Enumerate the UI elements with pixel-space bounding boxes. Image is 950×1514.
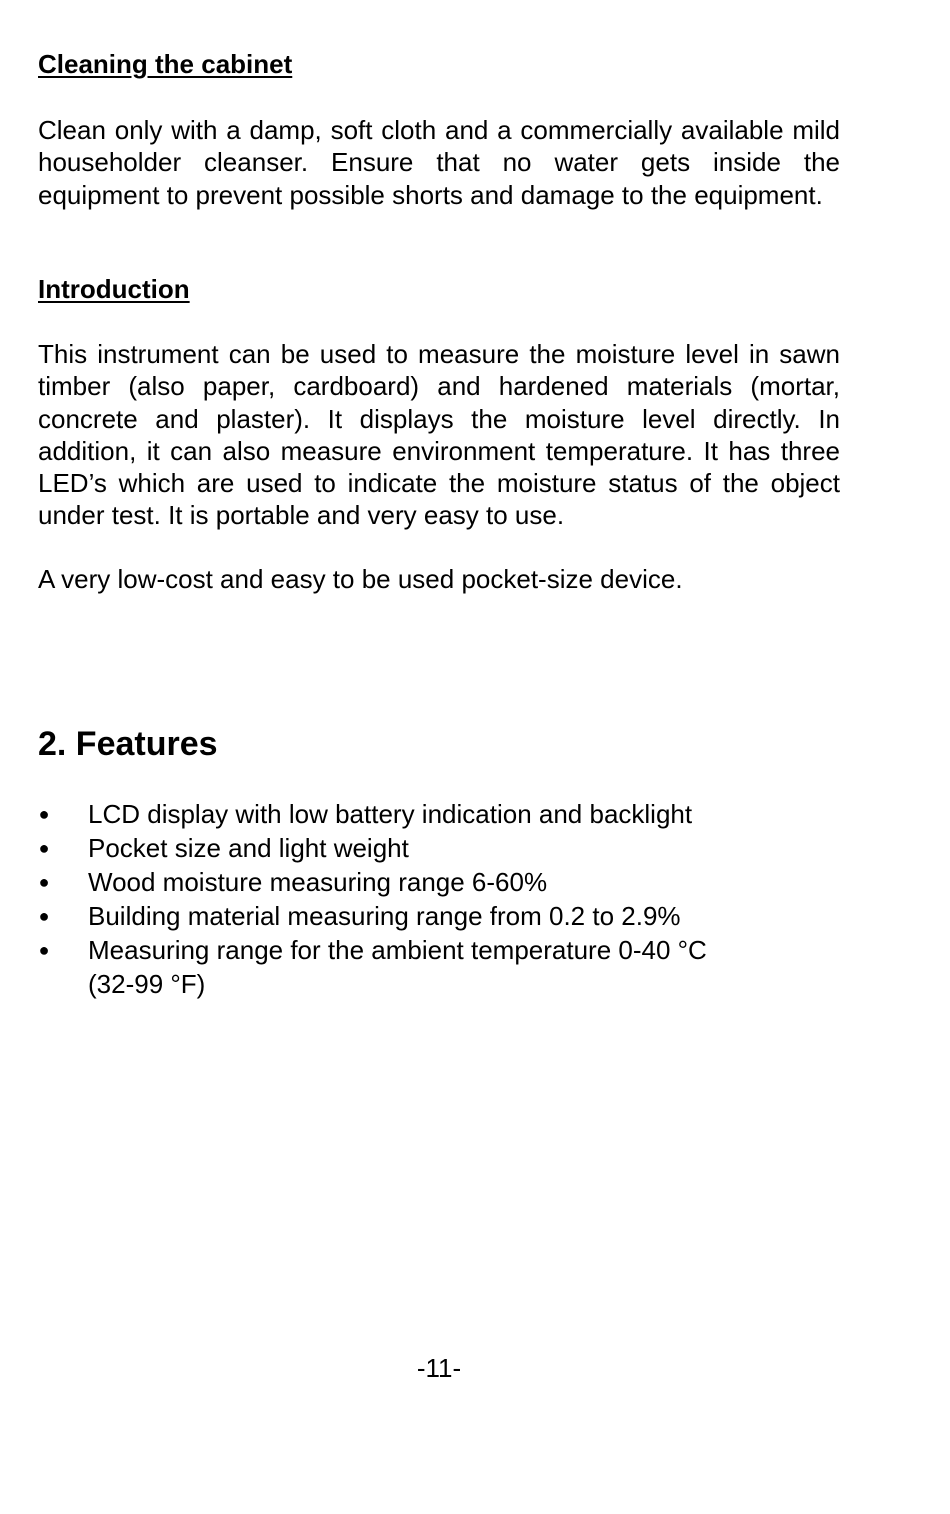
bullet-icon: ● [38, 838, 50, 858]
feature-text: Measuring range for the ambient temperature 0-40 °C (32-99 °F) [88, 935, 707, 999]
page-number: -11- [416, 1353, 462, 1383]
feature-text: Pocket size and light weight [88, 833, 409, 863]
feature-item [38, 865, 840, 899]
feature-item [38, 899, 840, 933]
cleaning-paragraph: Clean only with a damp, soft cloth and a commercially available mild householder cleanser. Ensure that no water gets inside the equipment to prevent possible shorts and damage to the equipment. [38, 115, 840, 210]
feature-item [38, 797, 840, 831]
bullet-icon: ● [38, 872, 50, 892]
features-list [38, 797, 840, 1001]
feature-text: Wood moisture measuring range 6-60% [88, 867, 548, 897]
feature-text: LCD display with low battery indication and backlight [88, 799, 693, 829]
introduction-heading: Introduction [38, 274, 190, 304]
introduction-summary-line: A very low-cost and easy to be used pocket-size device. [38, 564, 683, 594]
bullet-icon: ● [38, 906, 50, 926]
introduction-paragraph: This instrument can be used to measure the moisture level in sawn timber (also paper, cardboard) and hardened materials (mortar, concrete and plaster). It displays the moisture level directly. In addition, it can also measure environment temperature. It has three LED’s which are used to indicate the moisture status of the object under test. It is portable and very easy to use. [38, 339, 840, 531]
feature-text: Building material measuring range from 0.2 to 2.9% [88, 901, 681, 931]
feature-item [38, 831, 840, 865]
feature-item [38, 933, 840, 1001]
features-heading: 2. Features [38, 725, 218, 763]
bullet-icon: ● [38, 804, 50, 824]
bullet-icon: ● [38, 940, 50, 960]
cleaning-heading: Cleaning the cabinet [38, 49, 293, 79]
